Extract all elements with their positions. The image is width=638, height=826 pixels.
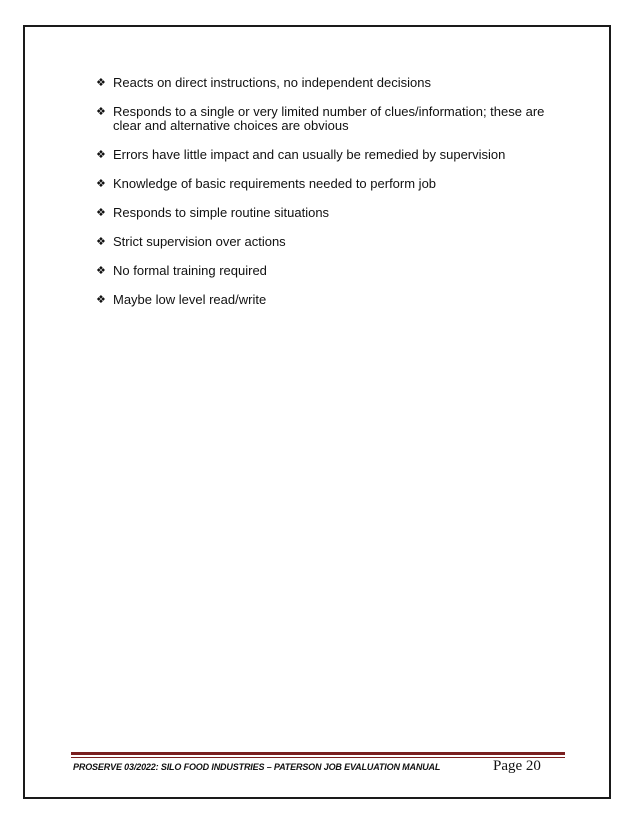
- list-item: [96, 293, 566, 308]
- bullet-text: Reacts on direct instructions, no independent decisions: [113, 75, 431, 90]
- diamond-bullet-icon: ❖: [96, 76, 106, 89]
- diamond-bullet-icon: ❖: [96, 263, 106, 277]
- diamond-bullet-icon: ❖: [96, 177, 106, 191]
- bullet-text: Responds to a single or very limited number of clues/information; these are clear and alternative choices are obvious: [113, 103, 545, 134]
- bullet-text: Knowledge of basic requirements needed to perform job: [113, 176, 437, 192]
- diamond-bullet-icon: ❖: [96, 206, 106, 220]
- diamond-bullet-icon: ❖: [96, 234, 106, 248]
- footer-title: PROSERVE 03/2022: SILO FOOD INDUSTRIES – PATERSON JOB EVALUATION MANUAL: [73, 762, 441, 772]
- bullet-list: [96, 76, 566, 322]
- bullet-text: Strict supervision over actions: [113, 233, 286, 249]
- list-item: [96, 148, 566, 163]
- list-item: [96, 264, 566, 279]
- footer-rule: [71, 752, 565, 755]
- list-item: [96, 235, 566, 250]
- bullet-text: No formal training required: [113, 262, 267, 278]
- page-number: Page 20: [493, 758, 541, 774]
- list-item: [96, 76, 566, 91]
- bullet-text: Maybe low level read/write: [113, 291, 267, 307]
- list-item: [96, 206, 566, 221]
- diamond-bullet-icon: ❖: [96, 148, 106, 162]
- footer-rule-thin: [71, 757, 565, 758]
- bullet-text: Responds to simple routine situations: [113, 205, 330, 221]
- list-item: [96, 177, 566, 192]
- diamond-bullet-icon: ❖: [96, 292, 106, 306]
- diamond-bullet-icon: ❖: [96, 104, 106, 118]
- bullet-text: Errors have little impact and can usually be remedied by supervision: [113, 147, 506, 163]
- list-item: [96, 105, 566, 134]
